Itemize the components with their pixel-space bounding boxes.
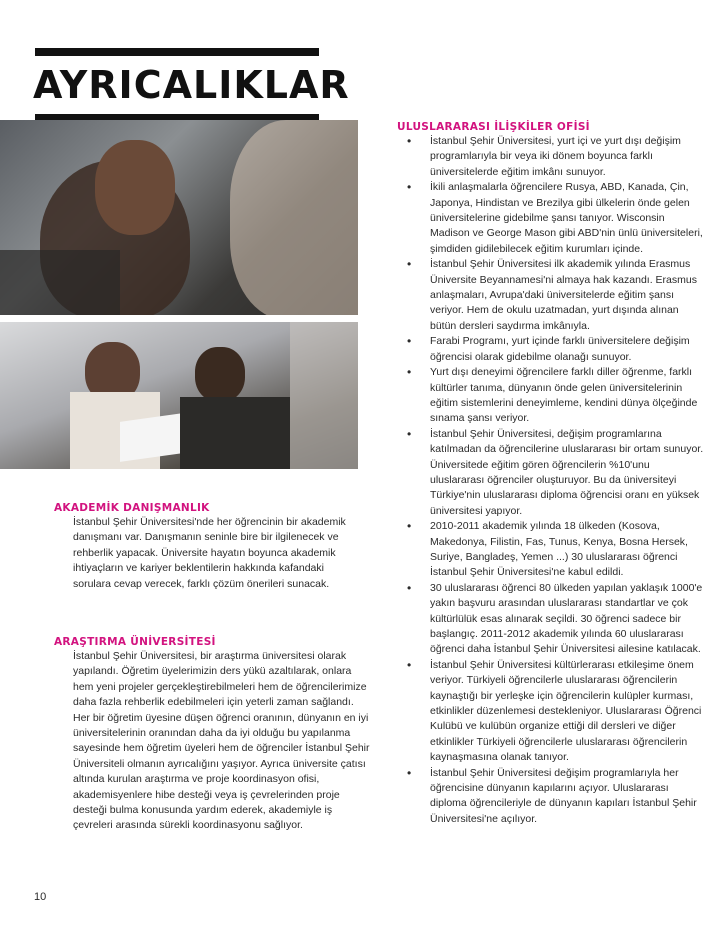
list-item: [405, 581, 705, 658]
bullet-icon: •: [407, 580, 412, 595]
list-item-text: İkili anlaşmalarla öğrencilere Rusya, ABD, Kanada, Çin, Japonya, Hindistan ve Brezilya gibi ülkelerin önde gelen üniversitelerine gidebilme şansı tanıyor. Wisconsin Madison ve George Mason gibi ABD'nin ünlü üniversiteleri, şimdiden gidilebilecek eğitim kurumları içinde.: [430, 181, 703, 255]
list-item: [405, 180, 705, 257]
list-item: [405, 766, 705, 828]
international-bullet-list: [405, 134, 705, 827]
list-item-text: 2010-2011 akademik yılında 18 ülkeden (Kosova, Makedonya, Filistin, Fas, Tunus, Kenya, Bosna Hersek, Suriye, Bangladeş, Yemen ...) 30 uluslararası öğrenci İstanbul Şehir Üniversitesi'ne kabul edildi.: [430, 520, 688, 579]
bullet-icon: •: [407, 257, 412, 272]
title-rule-top: [35, 48, 319, 56]
list-item: [405, 134, 705, 180]
bullet-icon: •: [407, 519, 412, 534]
list-item: [405, 427, 705, 519]
list-item-text: Yurt dışı deneyimi öğrencilere farklı diller öğrenme, farklı kültürler tanıma, dünyanın önde gelen üniversitelerinin eğitim sistemlerini deneyimleme, kendini dünya ölçeğinde sınama şansı veriyor.: [430, 366, 698, 425]
bullet-icon: •: [407, 657, 412, 672]
list-item-text: İstanbul Şehir Üniversitesi ilk akademik yılında Erasmus Üniversite Beyannamesi'ni almaya hak kazandı. Erasmus anlaşmaları, Avrupa'daki üniversitelerde eğitim şansı veriyor. Hem de okulu uzatmadan, yurt dışında alınan bütün dersleri saydırma imkânıyla.: [430, 258, 697, 332]
list-item: [405, 365, 705, 427]
list-item: [405, 334, 705, 365]
page-title: AYRICALIKLAR: [33, 63, 350, 107]
list-item-text: Farabi Programı, yurt içinde farklı üniversitelere değişim öğrencisi olarak gidebilme olanağı sunuyor.: [430, 335, 690, 363]
bullet-icon: •: [407, 134, 412, 148]
research-text: İstanbul Şehir Üniversitesi, bir araştırma üniversitesi olarak yapılandı. Öğretim üyelerimizin ders yükü azaltılarak, onlara hem yeni projeler gerçekleştirebilmeleri hem de öğrencilerimize daha fazla rehberlik edebilmeleri için yeterli zaman sağlandı. Her bir öğretim üyesine düşen öğrenci oranının, dünyanın en iyi üniversitelerinin oranından daha da iyi olduğu bu yapılanma sayesinde hem öğretim üyeleri hem de öğrenciler İstanbul Şehir Üniversiteli olmanın ayrıcalığını yaşıyor. Ayrıca üniversite çatısı altında kurulan araştırma ve proje koordinasyon ofisi, akademisyenlere hibe desteği veya iş çevrelerinden proje desteği bulma konusunda yardım ederek, akademiyle iş çevreleri arasında sürekli koordinasyonu sağlıyor.: [73, 650, 370, 832]
bullet-icon: •: [407, 334, 412, 349]
research-heading: ARAŞTIRMA ÜNİVERSİTESİ: [54, 636, 216, 648]
photo-students-top: [0, 120, 358, 315]
bullet-icon: •: [407, 365, 412, 380]
list-item: [405, 257, 705, 334]
list-item-text: İstanbul Şehir Üniversitesi değişim programlarıyla her öğrencisine dünyanın kapılarını açıyor. Uluslararası diploma öğrencileriyle de dünyanın kapıları İstanbul Şehir Üniversitesi'ne açılıyor.: [430, 766, 697, 825]
page-number: 10: [34, 891, 47, 903]
advising-heading: AKADEMİK DANIŞMANLIK: [54, 502, 210, 514]
advising-text: İstanbul Şehir Üniversitesi'nde her öğrencinin bir akademik danışmanı var. Danışmanın seninle bire bir ilgilenecek ve rehberlik yapacak. Üniversite hayatın boyunca akademik ihtiyaçların ve kariyer beklentilerin hakkında kafandaki sorulara cevap verecek, farklı çözüm önerileri sunacak.: [73, 516, 346, 590]
list-item-text: İstanbul Şehir Üniversitesi kültürlerarası etkileşime önem veriyor. Türkiyeli öğrencilerle uluslararası öğrencilerin kaynaştığı bir yerleşke için öğrencilerin kulüpler kurması, etkinlikler düzenlemesi destekleniyor. Uluslararası Öğrenci Kulübü ve kulübün organize ettiği dil dersleri ve diğer etkinlikler Türkiyeli öğrencilerle uluslararası öğrencilerin kaynaşmasına olanak tanıyor.: [430, 658, 702, 764]
list-item-text: İstanbul Şehir Üniversitesi, yurt içi ve yurt dışı değişim programlarıyla bir veya iki dönem boyunca farklı üniversitelerde eğitim imkânı sunuyor.: [430, 135, 681, 178]
list-item-text: 30 uluslararası öğrenci 80 ülkeden yapılan yaklaşık 1000'e yakın başvuru arasından uluslararası standartlar ve çok kültürlülük esas alınarak seçildi. 30 öğrenci sadece bir başlangıç. 2011-2012 akademik yılında 60 uluslararası öğrenci daha İstanbul Şehir Üniversitesi ailesine katılacak.: [430, 581, 703, 656]
list-item: [405, 658, 705, 766]
list-item: [405, 519, 705, 581]
international-heading: ULUSLARARASI İLİŞKİLER OFİSİ: [397, 121, 590, 133]
list-item-text: İstanbul Şehir Üniversitesi, değişim programlarına katılmadan da öğrencilerine uluslararası bir ortam sunuyor. Üniversitede eğitim gören öğrencilerin %10'unu uluslararası öğrenciler oluşturuyor. Bu da üniversiteyi Türkiye'nin uluslararası diploma öğrencisi oranı en yüksek üniversitesi yapıyor.: [430, 427, 704, 517]
bullet-icon: •: [407, 426, 412, 441]
photo-students-lab: [0, 322, 358, 469]
bullet-icon: •: [407, 180, 412, 195]
bullet-icon: •: [407, 765, 412, 780]
